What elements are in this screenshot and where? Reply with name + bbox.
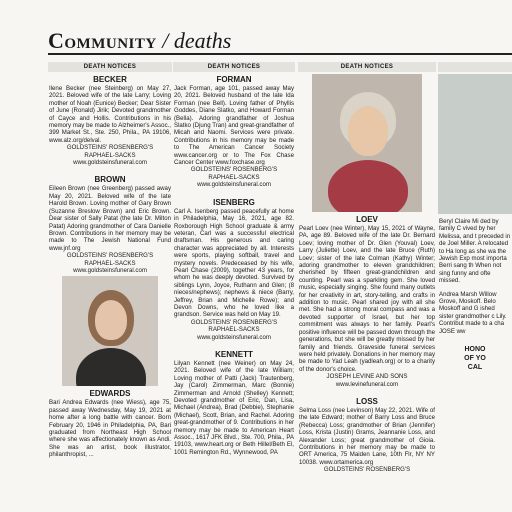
notice-name: BECKER: [93, 75, 127, 84]
column-heading: DEATH NOTICES: [298, 62, 436, 72]
column-heading: DEATH NOTICES: [48, 62, 172, 72]
death-notices-column-1: [48, 62, 172, 512]
notice-text: Carl A. Isenberg passed peacefully at home in Philadelphia, May 16, 2021, age 82. Roxborough High School graduate & army veteran, Carl was a successful electrical draftsman. His generous and caring character was appreciated by all. Interests were sports, playing softball, travel and mystery novels. Predeceased by his wife, Pearl Chase (2009), together 43 years, for whom he was deeply devoted. Survived by siblings Lynn, Joyce, Ruthann and Glen; (8 nieces/nephews); nephews & niece (Barry, Jeffrey, Brian and Michelle Rowe); and Devon Downs, who he loved like a grandson. Service was held on May 19.: [174, 207, 294, 319]
funeral-home-url: www.levinefuneral.com: [335, 380, 399, 388]
subsection-title: deaths: [173, 28, 232, 53]
funeral-home: GOLDSTEINS' ROSENBERG'S: [190, 166, 278, 174]
notice-name: FORMAN: [216, 75, 252, 84]
column-heading: DEATH NOTICES: [173, 62, 295, 72]
notice-text: Selma Loss (nee Levinson) May 22, 2021. Wife of the late Edward; mother of Barry Loss and Bruce (Rebecca) Loss; grandmother of Brian (Jennifer) Loss, Krista (Justin) Grams, Jeannanie Loss, and Alexander Loss; great grandmother of Gioia. Contributions in her memory may be made to ORT America, 75 Maiden Lane, 10th Flr, NY NY 10038. www.ortamerica.org: [299, 406, 435, 466]
section-separator: /: [162, 28, 169, 53]
blank-photo-area: [438, 74, 512, 214]
advert-line: CAL: [467, 364, 483, 372]
notice-text: Jack Forman, age 101, passed away May 20, 2021. Beloved husband of the late Ida Forman (nee Bell). Loving father of Phyllis Goddes, Diane Slatko, and Howard Forman (Bella). Adoring grandfather of Joshua Slatko (Djung Tran) and great-grandfather of Micah and Naomi. Services were private. Contributions in his memory may be made to The American Cancer Society www.cancer.org or to The Fox Chase Cancer Center www.foxchase.org: [174, 85, 294, 167]
funeral-home: RAPHAEL-SACKS: [208, 326, 260, 334]
notice-text: Beryl Claire Mi ded by family C vived by her Melissa, and t preceded in de Joel Miller. A relocated to Ha long as she wa the Jewish Exp most importa Berri sang th When not sing funny and ofte missed.: [439, 218, 511, 285]
notice-text: Andrea Marsh Willow Grove, Moskoff. Belo Moskoff and G ished sister grandmother c Lily. Contribut made to a cha JOSE ww: [439, 290, 507, 335]
notice-text: Bari Andrea Edwards (nee Wiess), age 75, passed away Wednesday, May 19, 2021 at home after a long battle with cancer. Born February 20, 1946 in Philadelphia, PA, Bari graduated from Northeast High School where she was affectionately known as Andi. She was an artist, book illustrator, philanthropist, ...: [49, 399, 171, 459]
notice-name: LOSS: [356, 396, 378, 406]
notice-isenberg: [173, 198, 295, 341]
portrait-photo: [312, 74, 422, 212]
notice-name: KENNETT: [215, 350, 253, 359]
funeral-home: GOLDSTEINS' ROSENBERG'S: [323, 466, 411, 474]
notice-edwards: [48, 276, 172, 458]
column-heading: [438, 62, 512, 72]
funeral-home: GOLDSTEINS' ROSENBERG'S: [66, 252, 154, 260]
notice-loev: [298, 74, 436, 388]
notice-name: BROWN: [94, 175, 126, 185]
notice-kennett: [173, 350, 295, 456]
notice-name: EDWARDS: [89, 389, 131, 399]
funeral-home: RAPHAEL-SACKS: [208, 173, 260, 181]
funeral-home: RAPHAEL-SACKS: [84, 259, 136, 267]
notice-name: ISENBERG: [213, 197, 255, 207]
funeral-home: JOSEPH LEVINE AND SONS: [326, 373, 408, 381]
notice-loss: [298, 397, 436, 474]
death-notices-column-4: [438, 62, 512, 512]
notice-name: LOEV: [356, 215, 378, 224]
header-rule: [48, 53, 512, 55]
advert-line: HONO: [464, 346, 486, 354]
notice-brown: [48, 175, 172, 274]
section-title: Community: [48, 28, 157, 53]
notice-text: Pearl Loev (nee Winter), May 15, 2021 of Wayne, PA, age 89. Beloved wife of the late Dr. Bernard Loev; loving mother of Dr. Glen (Youval) Loev, Larry (Juliette) Loev, and the late Bruce (Ruth) Loev; sister of the late Colman (Kathy) Winter; adoring grandmother to eleven grandchildren; cherished by fifteen great-grandchildren and counting. Pearl was a sparkling gem. She loved music, especially singing. She found many outlets for her creativity in art, story-telling, and crafts in addition to music. Pearl shared joy with all she met. She had a strong moral compass and was a devoted supporter of Israel, but her top commitment was always to her family. Pearl's positive influence will be passed down through the generations, but she will be greatly missed by her family and friends. Graveside funeral services were held privately. Donations in her memory may be made to Yad Leah (yadleah.org) or to a charity of the donor's choice.: [299, 225, 435, 373]
funeral-home-url: www.goldsteinsfuneral.com: [197, 181, 271, 189]
portrait-photo: [62, 276, 158, 386]
advert-line: OF YO: [464, 355, 486, 363]
notice-text: Lilyan Kennett (nee Weiner) on May 24, 2021. Beloved wife of the late William; Loving mother of Patti (Jack) Trautenberg, Jay (Carol) Zimmerman, Marc (Bonnie) Zimmerman and Arnold (Shelley) Kennett; Devoted grandmother of Eric, Dan, Lisa, Michael (Andrea), Brad (Debbie), Stephanie (Michael), Scott, Brian, and Rachel. Adoring great-grandmother of 9. Contributions in her memory may be made to American Heart Assoc., 1617 JFK Blvd., Ste. 700, Phila., PA 19103, www.heart.org or Beth Hillel/Beth El, 1001 Remington Rd., Wynnewood, PA: [174, 360, 294, 456]
advertisement-fragment: [438, 345, 512, 372]
funeral-home-url: www.goldsteinsfuneral.com: [73, 159, 147, 167]
funeral-home-url: www.goldsteinsfuneral.com: [197, 333, 271, 341]
funeral-home: RAPHAEL-SACKS: [84, 151, 136, 159]
notice-forman: [173, 75, 295, 189]
page-header: [0, 0, 512, 62]
death-notices-column-3: [298, 62, 436, 512]
death-notices-column-2: [173, 62, 295, 512]
notice-text: Ilene Becker (nee Steinberg) on May 27, 2021. Beloved wife of the late Larry; Loving mother of Noah (Eunice) Becker; Dear Sister of June (Ronald) Jirik; Devoted grandmother of Cayce and Hollis. Contributions in his memory may be made to Alzheimer's Assoc., 399 Market St., Ste. 250, Phila., PA 19106, www.alz.org/delval.: [49, 85, 171, 144]
section-masthead: [48, 28, 231, 54]
notice-becker: [48, 75, 172, 166]
notice-text: Eileen Brown (nee Greenberg) passed away May 20, 2021. Beloved wife of the late Harold Brown. Loving mother of Gary Brown (Suzanne Breslow Brown) and Eric Brown. Dear sister of Sally Patat (the late Dr. Milton Patat) Adoring grandmother of Cara Danielle Brown. Contributions in her memory may be made to The Jewish National Fund www.jnf.org: [49, 185, 171, 252]
funeral-home: GOLDSTEINS' ROSENBERG'S: [190, 318, 278, 326]
funeral-home-url: www.goldsteinsfuneral.com: [73, 266, 147, 274]
funeral-home: GOLDSTEINS' ROSENBERG'S: [66, 144, 154, 152]
